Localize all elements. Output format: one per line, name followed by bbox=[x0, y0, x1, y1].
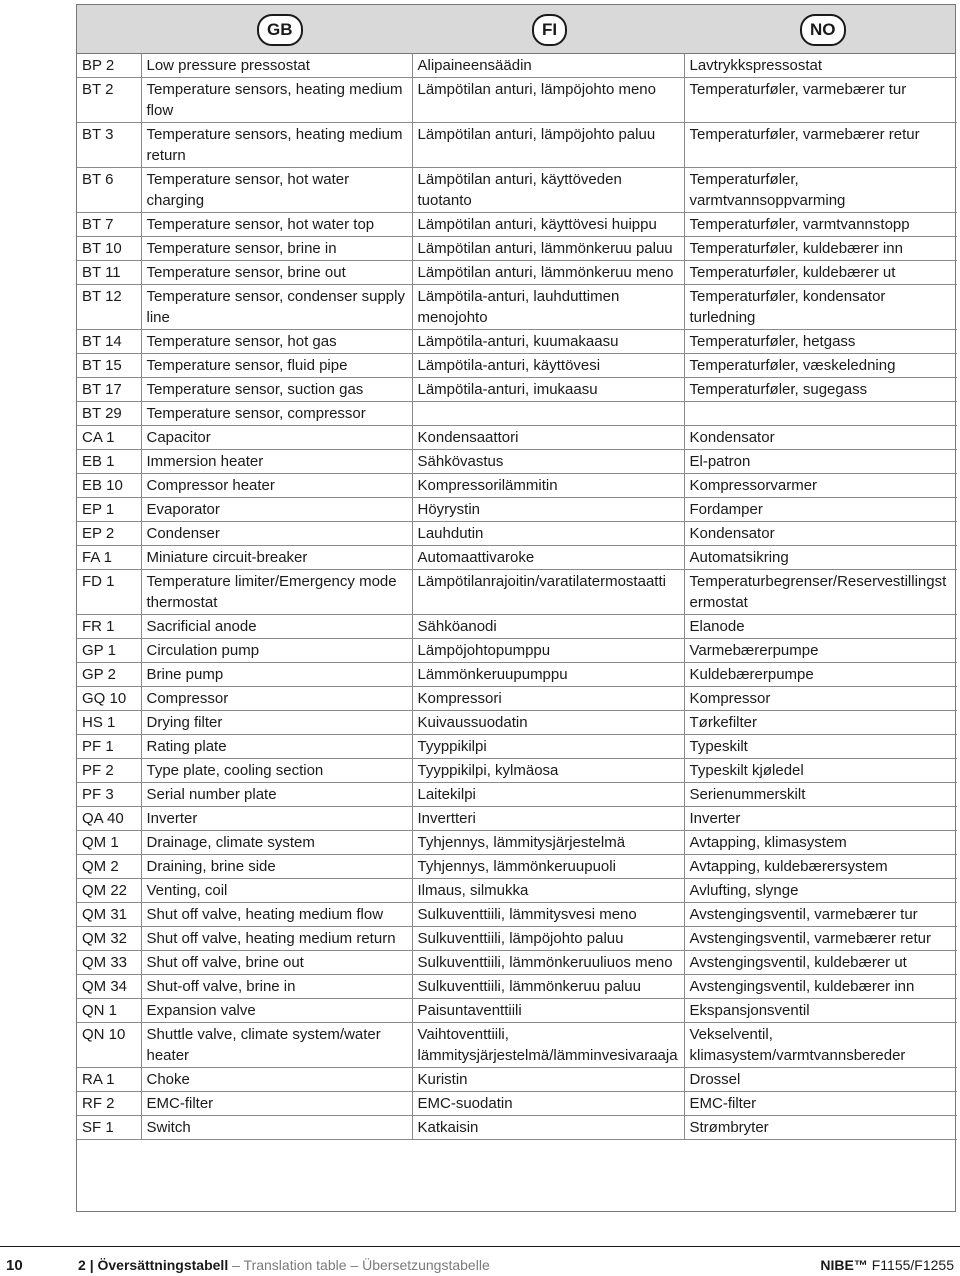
cell-fi: Lämpötilan anturi, käyttövesi huippu bbox=[412, 213, 684, 237]
cell-code: FD 1 bbox=[77, 570, 141, 615]
title-dash-2: – bbox=[350, 1257, 359, 1273]
cell-code: FR 1 bbox=[77, 615, 141, 639]
cell-fi: Lämpötilanrajoitin/varatilatermostaatti bbox=[412, 570, 684, 615]
cell-fi: Kompressorilämmitin bbox=[412, 474, 684, 498]
cell-fi: Höyrystin bbox=[412, 498, 684, 522]
cell-fi: Kuristin bbox=[412, 1068, 684, 1092]
cell-fi: Katkaisin bbox=[412, 1116, 684, 1140]
table-row bbox=[77, 639, 957, 663]
cell-no: Tørkefilter bbox=[684, 711, 957, 735]
cell-no bbox=[684, 402, 957, 426]
cell-no: Serienummerskilt bbox=[684, 783, 957, 807]
cell-fi: Tyyppikilpi bbox=[412, 735, 684, 759]
cell-no: Kondensator bbox=[684, 426, 957, 450]
cell-no: Fordamper bbox=[684, 498, 957, 522]
cell-fi: EMC-suodatin bbox=[412, 1092, 684, 1116]
cell-code: RF 2 bbox=[77, 1092, 141, 1116]
footer-separator: | bbox=[89, 1257, 94, 1273]
title-dash-1: – bbox=[232, 1257, 240, 1273]
table-row bbox=[77, 615, 957, 639]
cell-fi: Kondensaattori bbox=[412, 426, 684, 450]
table-row bbox=[77, 735, 957, 759]
cell-fi: Sähkövastus bbox=[412, 450, 684, 474]
table-row bbox=[77, 402, 957, 426]
table-row bbox=[77, 213, 957, 237]
cell-gb: Draining, brine side bbox=[141, 855, 412, 879]
cell-no: Temperaturbegrenser/Reservestillingstermostat bbox=[684, 570, 957, 615]
footer-brand bbox=[820, 1257, 954, 1273]
cell-gb: Temperature sensors, heating medium flow bbox=[141, 78, 412, 123]
cell-gb: Temperature sensor, condenser supply line bbox=[141, 285, 412, 330]
cell-gb: Temperature sensor, fluid pipe bbox=[141, 354, 412, 378]
cell-code: QM 1 bbox=[77, 831, 141, 855]
cell-no: Avstengingsventil, kuldebærer inn bbox=[684, 975, 957, 999]
cell-fi: Lämmönkeruupumppu bbox=[412, 663, 684, 687]
cell-gb: Shuttle valve, climate system/water heater bbox=[141, 1023, 412, 1068]
cell-gb: Expansion valve bbox=[141, 999, 412, 1023]
cell-no: Temperaturføler, kuldebærer inn bbox=[684, 237, 957, 261]
cell-no: El-patron bbox=[684, 450, 957, 474]
cell-no: Varmebærerpumpe bbox=[684, 639, 957, 663]
cell-gb: Temperature sensor, suction gas bbox=[141, 378, 412, 402]
cell-fi: Lämpötila-anturi, käyttövesi bbox=[412, 354, 684, 378]
cell-fi bbox=[412, 402, 684, 426]
table-row bbox=[77, 711, 957, 735]
cell-no: Temperaturføler, kuldebærer ut bbox=[684, 261, 957, 285]
cell-code: BT 7 bbox=[77, 213, 141, 237]
table-row bbox=[77, 1023, 957, 1068]
cell-code: BT 15 bbox=[77, 354, 141, 378]
cell-code: BT 3 bbox=[77, 123, 141, 168]
cell-no: Temperaturføler, varmtvannstopp bbox=[684, 213, 957, 237]
cell-no: Avtapping, klimasystem bbox=[684, 831, 957, 855]
table-row bbox=[77, 54, 957, 78]
language-badge-no: NO bbox=[800, 14, 846, 46]
table-row bbox=[77, 807, 957, 831]
cell-fi: Automaattivaroke bbox=[412, 546, 684, 570]
cell-gb: Shut off valve, brine out bbox=[141, 951, 412, 975]
cell-no: Automatsikring bbox=[684, 546, 957, 570]
cell-no: Temperaturføler, varmtvannsoppvarming bbox=[684, 168, 957, 213]
title-german: Übersetzungstabelle bbox=[362, 1257, 490, 1273]
table-row bbox=[77, 879, 957, 903]
table-row bbox=[77, 663, 957, 687]
cell-fi: Tyhjennys, lämmönkeruupuoli bbox=[412, 855, 684, 879]
cell-no: Strømbryter bbox=[684, 1116, 957, 1140]
cell-gb: Sacrificial anode bbox=[141, 615, 412, 639]
cell-code: CA 1 bbox=[77, 426, 141, 450]
cell-no: Kompressor bbox=[684, 687, 957, 711]
cell-fi: Tyyppikilpi, kylmäosa bbox=[412, 759, 684, 783]
cell-code: BT 12 bbox=[77, 285, 141, 330]
cell-fi: Ilmaus, silmukka bbox=[412, 879, 684, 903]
cell-no: Inverter bbox=[684, 807, 957, 831]
cell-code: BT 2 bbox=[77, 78, 141, 123]
cell-code: EP 1 bbox=[77, 498, 141, 522]
cell-gb: Circulation pump bbox=[141, 639, 412, 663]
cell-code: GQ 10 bbox=[77, 687, 141, 711]
table-row bbox=[77, 927, 957, 951]
cell-code: GP 1 bbox=[77, 639, 141, 663]
cell-gb: Temperature sensor, compressor bbox=[141, 402, 412, 426]
cell-no: Avlufting, slynge bbox=[684, 879, 957, 903]
cell-code: BT 29 bbox=[77, 402, 141, 426]
cell-code: BT 10 bbox=[77, 237, 141, 261]
cell-code: EB 1 bbox=[77, 450, 141, 474]
cell-fi: Lämpötila-anturi, imukaasu bbox=[412, 378, 684, 402]
table-row bbox=[77, 1092, 957, 1116]
cell-gb: EMC-filter bbox=[141, 1092, 412, 1116]
cell-code: QM 2 bbox=[77, 855, 141, 879]
cell-fi: Sulkuventtiili, lämmönkeruu paluu bbox=[412, 975, 684, 999]
cell-no: Avstengingsventil, varmebærer tur bbox=[684, 903, 957, 927]
cell-code: QN 10 bbox=[77, 1023, 141, 1068]
cell-gb: Shut-off valve, brine in bbox=[141, 975, 412, 999]
cell-fi: Lämpötilan anturi, lämmönkeruu paluu bbox=[412, 237, 684, 261]
cell-code: BT 14 bbox=[77, 330, 141, 354]
cell-code: BT 6 bbox=[77, 168, 141, 213]
table-row bbox=[77, 855, 957, 879]
table-row bbox=[77, 474, 957, 498]
model-name: F1155/F1255 bbox=[871, 1257, 954, 1273]
cell-gb: Drainage, climate system bbox=[141, 831, 412, 855]
cell-no: Kompressorvarmer bbox=[684, 474, 957, 498]
language-badge-fi: FI bbox=[532, 14, 567, 46]
table-row bbox=[77, 783, 957, 807]
cell-fi: Lämpötila-anturi, kuumakaasu bbox=[412, 330, 684, 354]
cell-no: Kondensator bbox=[684, 522, 957, 546]
cell-code: GP 2 bbox=[77, 663, 141, 687]
language-header bbox=[77, 5, 955, 54]
table-row bbox=[77, 168, 957, 213]
cell-code: EB 10 bbox=[77, 474, 141, 498]
table-row bbox=[77, 78, 957, 123]
cell-gb: Evaporator bbox=[141, 498, 412, 522]
cell-no: Temperaturføler, varmebærer tur bbox=[684, 78, 957, 123]
cell-no: Avstengingsventil, varmebærer retur bbox=[684, 927, 957, 951]
cell-gb: Brine pump bbox=[141, 663, 412, 687]
cell-code: PF 2 bbox=[77, 759, 141, 783]
cell-gb: Miniature circuit-breaker bbox=[141, 546, 412, 570]
table-row bbox=[77, 759, 957, 783]
cell-gb: Temperature sensor, brine out bbox=[141, 261, 412, 285]
table-row bbox=[77, 570, 957, 615]
cell-gb: Temperature sensor, hot gas bbox=[141, 330, 412, 354]
cell-fi: Lämpötilan anturi, käyttöveden tuotanto bbox=[412, 168, 684, 213]
cell-code: QM 32 bbox=[77, 927, 141, 951]
page-footer bbox=[0, 1246, 960, 1276]
table-row bbox=[77, 831, 957, 855]
cell-fi: Kompressori bbox=[412, 687, 684, 711]
cell-code: BT 17 bbox=[77, 378, 141, 402]
cell-gb: Temperature sensors, heating medium return bbox=[141, 123, 412, 168]
cell-code: EP 2 bbox=[77, 522, 141, 546]
page-number: 10 bbox=[6, 1257, 23, 1274]
cell-fi: Vaihtoventtiili, lämmitysjärjestelmä/lämminvesivaraaja bbox=[412, 1023, 684, 1068]
translation-table bbox=[76, 4, 956, 1212]
table-row bbox=[77, 330, 957, 354]
cell-fi: Laitekilpi bbox=[412, 783, 684, 807]
cell-code: QA 40 bbox=[77, 807, 141, 831]
cell-fi: Kuivaussuodatin bbox=[412, 711, 684, 735]
cell-no: Avtapping, kuldebærersystem bbox=[684, 855, 957, 879]
table-row bbox=[77, 1116, 957, 1140]
cell-no: Temperaturføler, væskeledning bbox=[684, 354, 957, 378]
cell-fi: Sulkuventtiili, lämpöjohto paluu bbox=[412, 927, 684, 951]
cell-gb: Temperature sensor, hot water charging bbox=[141, 168, 412, 213]
table-row bbox=[77, 498, 957, 522]
table-row bbox=[77, 687, 957, 711]
cell-fi: Lämpöjohtopumppu bbox=[412, 639, 684, 663]
cell-fi: Alipaineensäädin bbox=[412, 54, 684, 78]
table-row bbox=[77, 426, 957, 450]
cell-fi: Lämpötilan anturi, lämpöjohto meno bbox=[412, 78, 684, 123]
cell-gb: Drying filter bbox=[141, 711, 412, 735]
cell-no: Kuldebærerpumpe bbox=[684, 663, 957, 687]
cell-no: Temperaturføler, kondensator turledning bbox=[684, 285, 957, 330]
brand-name: NIBE™ bbox=[820, 1257, 868, 1273]
cell-code: RA 1 bbox=[77, 1068, 141, 1092]
cell-fi: Sulkuventtiili, lämmönkeruuliuos meno bbox=[412, 951, 684, 975]
title-english: Translation table bbox=[243, 1257, 347, 1273]
cell-code: BT 11 bbox=[77, 261, 141, 285]
title-swedish: Översättningstabell bbox=[97, 1257, 229, 1273]
table-row bbox=[77, 522, 957, 546]
cell-code: PF 1 bbox=[77, 735, 141, 759]
cell-code: PF 3 bbox=[77, 783, 141, 807]
cell-gb: Inverter bbox=[141, 807, 412, 831]
cell-gb: Temperature sensor, brine in bbox=[141, 237, 412, 261]
cell-gb: Switch bbox=[141, 1116, 412, 1140]
cell-code: QM 22 bbox=[77, 879, 141, 903]
cell-fi: Lämpötilan anturi, lämpöjohto paluu bbox=[412, 123, 684, 168]
cell-code: QM 34 bbox=[77, 975, 141, 999]
cell-gb: Rating plate bbox=[141, 735, 412, 759]
cell-gb: Condenser bbox=[141, 522, 412, 546]
table-body bbox=[77, 54, 957, 1140]
cell-no: Temperaturføler, sugegass bbox=[684, 378, 957, 402]
table-row bbox=[77, 975, 957, 999]
table-row bbox=[77, 354, 957, 378]
cell-code: HS 1 bbox=[77, 711, 141, 735]
cell-no: Temperaturføler, varmebærer retur bbox=[684, 123, 957, 168]
footer-title bbox=[78, 1257, 490, 1273]
cell-no: Typeskilt kjøledel bbox=[684, 759, 957, 783]
cell-gb: Shut off valve, heating medium flow bbox=[141, 903, 412, 927]
cell-gb: Choke bbox=[141, 1068, 412, 1092]
cell-no: Temperaturføler, hetgass bbox=[684, 330, 957, 354]
cell-no: Elanode bbox=[684, 615, 957, 639]
cell-fi: Invertteri bbox=[412, 807, 684, 831]
cell-fi: Tyhjennys, lämmitysjärjestelmä bbox=[412, 831, 684, 855]
cell-code: QM 33 bbox=[77, 951, 141, 975]
table-row bbox=[77, 285, 957, 330]
cell-no: Ekspansjonsventil bbox=[684, 999, 957, 1023]
cell-gb: Immersion heater bbox=[141, 450, 412, 474]
cell-no: Drossel bbox=[684, 1068, 957, 1092]
table-row bbox=[77, 903, 957, 927]
cell-fi: Paisuntaventtiili bbox=[412, 999, 684, 1023]
cell-gb: Low pressure pressostat bbox=[141, 54, 412, 78]
section-number: 2 bbox=[78, 1257, 86, 1273]
cell-gb: Serial number plate bbox=[141, 783, 412, 807]
cell-no: Avstengingsventil, kuldebærer ut bbox=[684, 951, 957, 975]
cell-gb: Shut off valve, heating medium return bbox=[141, 927, 412, 951]
cell-gb: Capacitor bbox=[141, 426, 412, 450]
cell-code: BP 2 bbox=[77, 54, 141, 78]
cell-fi: Sulkuventtiili, lämmitysvesi meno bbox=[412, 903, 684, 927]
cell-code: QM 31 bbox=[77, 903, 141, 927]
table-row bbox=[77, 951, 957, 975]
translation-rows bbox=[77, 54, 957, 1140]
cell-gb: Temperature limiter/Emergency mode thermostat bbox=[141, 570, 412, 615]
cell-no: EMC-filter bbox=[684, 1092, 957, 1116]
cell-fi: Lauhdutin bbox=[412, 522, 684, 546]
table-row bbox=[77, 999, 957, 1023]
cell-gb: Compressor heater bbox=[141, 474, 412, 498]
cell-gb: Compressor bbox=[141, 687, 412, 711]
cell-gb: Temperature sensor, hot water top bbox=[141, 213, 412, 237]
cell-code: QN 1 bbox=[77, 999, 141, 1023]
cell-no: Typeskilt bbox=[684, 735, 957, 759]
table-row bbox=[77, 450, 957, 474]
cell-code: SF 1 bbox=[77, 1116, 141, 1140]
table-row bbox=[77, 546, 957, 570]
cell-fi: Sähköanodi bbox=[412, 615, 684, 639]
language-badge-gb: GB bbox=[257, 14, 303, 46]
table-row bbox=[77, 237, 957, 261]
cell-fi: Lämpötilan anturi, lämmönkeruu meno bbox=[412, 261, 684, 285]
cell-code: FA 1 bbox=[77, 546, 141, 570]
table-row bbox=[77, 1068, 957, 1092]
cell-no: Vekselventil, klimasystem/varmtvannsbereder bbox=[684, 1023, 957, 1068]
cell-gb: Venting, coil bbox=[141, 879, 412, 903]
cell-gb: Type plate, cooling section bbox=[141, 759, 412, 783]
cell-fi: Lämpötila-anturi, lauhduttimen menojohto bbox=[412, 285, 684, 330]
table-row bbox=[77, 261, 957, 285]
table-row bbox=[77, 378, 957, 402]
table-row bbox=[77, 123, 957, 168]
cell-no: Lavtrykkspressostat bbox=[684, 54, 957, 78]
